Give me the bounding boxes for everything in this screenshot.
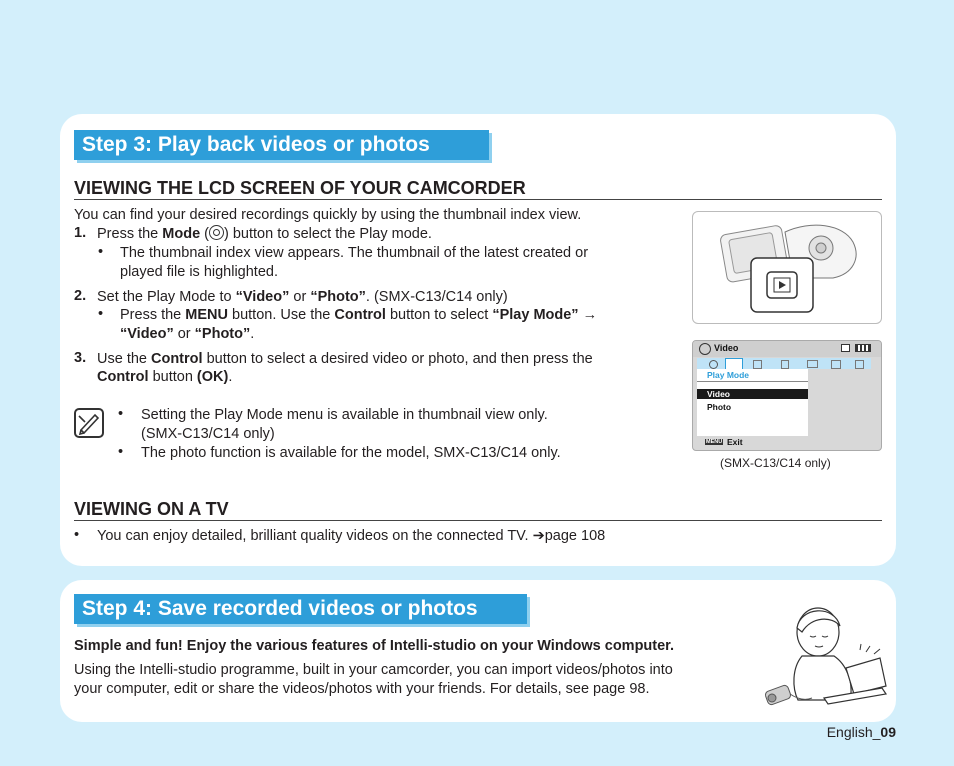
note-1-line1: Setting the Play Mode menu is available in thumbnail view only. <box>141 407 548 423</box>
screen-title: Video <box>714 343 739 353</box>
camcorder-illustration <box>692 211 882 324</box>
menu-option-video[interactable]: Video <box>697 389 808 399</box>
item2-text: Set the Play Mode to “Video” or “Photo”. (SMX-C13/C14 only) <box>97 289 508 305</box>
tv-section-heading: VIEWING ON A TV <box>74 499 882 521</box>
step4-panel <box>60 580 896 722</box>
step4-line2: your computer, edit or share the videos/photos with your friends. For details, see page 98. <box>74 681 650 697</box>
tv-text: You can enjoy detailed, brilliant quality videos on the connected TV. ➔page 108 <box>97 528 606 544</box>
tab-settings-icon <box>753 360 762 369</box>
screen-bottom-bar <box>697 437 871 449</box>
note-1-line2: (SMX-C13/C14 only) <box>141 426 275 442</box>
bullet: • <box>118 406 124 422</box>
item1-bullet-line1: The thumbnail index view appears. The thumbnail of the latest created or <box>120 245 589 261</box>
video-mode-icon <box>699 343 711 355</box>
step3-panel <box>60 114 896 566</box>
screen-top-bar <box>693 341 882 357</box>
bullet: • <box>74 527 80 543</box>
menu-title: Play Mode <box>707 370 750 380</box>
screen-caption: (SMX-C13/C14 only) <box>720 456 831 470</box>
item3-line1: Use the Control button to select a desired video or photo, and then press the <box>97 351 593 367</box>
item1-text: Press the Mode ( ) button to select the Play mode. <box>97 226 432 242</box>
step4-lead: Simple and fun! Enjoy the various features of Intelli-studio on your Windows computer. <box>74 638 675 654</box>
lcd-section-heading: VIEWING THE LCD SCREEN OF YOUR CAMCORDER <box>74 178 882 200</box>
screen-tab-bar <box>697 358 871 369</box>
item2-bullet-line1: Press the MENU button. Use the Control button to select “Play Mode” → <box>120 307 598 323</box>
note-2: The photo function is available for the model, SMX-C13/C14 only. <box>141 445 561 461</box>
note-icon <box>74 408 104 438</box>
item3-line2: Control button (OK). <box>97 369 233 385</box>
card-icon <box>841 344 850 352</box>
bullet: • <box>98 244 104 260</box>
lcd-intro: You can find your desired recordings quickly by using the thumbnail index view. <box>74 207 582 223</box>
menu-key-label: MENU <box>706 439 723 445</box>
tab-grid-icon <box>831 360 841 369</box>
step-number-2: 2. <box>74 288 87 304</box>
step4-title: Step 4: Save recorded videos or photos <box>74 594 527 624</box>
mode-button-icon <box>209 225 224 240</box>
menu-option-photo[interactable]: Photo <box>707 402 732 412</box>
tab-gear-icon <box>709 360 718 369</box>
bullet: • <box>98 306 104 322</box>
step3-title: Step 3: Play back videos or photos <box>74 130 489 160</box>
step-number-3: 3. <box>74 350 87 366</box>
battery-icon <box>855 344 871 352</box>
exit-label: Exit <box>727 437 743 447</box>
step-number-1: 1. <box>74 225 87 241</box>
footer-language: English_ <box>826 724 881 740</box>
item2-bullet-line2: “Video” or “Photo”. <box>120 326 255 342</box>
item1-bullet-line2: played file is highlighted. <box>120 264 278 280</box>
play-mode-menu <box>697 369 808 436</box>
camcorder-menu-screen <box>692 340 882 451</box>
person-with-laptop-illustration <box>762 602 892 714</box>
step4-line1: Using the Intelli-studio programme, built in your camcorder, you can import videos/photos into <box>74 662 673 678</box>
bullet: • <box>118 444 124 460</box>
tab-copy-icon <box>855 360 864 369</box>
page-number: 09 <box>880 724 896 740</box>
tab-delete-icon <box>781 360 789 369</box>
page-footer <box>827 724 896 740</box>
tab-protect-icon <box>807 360 818 368</box>
